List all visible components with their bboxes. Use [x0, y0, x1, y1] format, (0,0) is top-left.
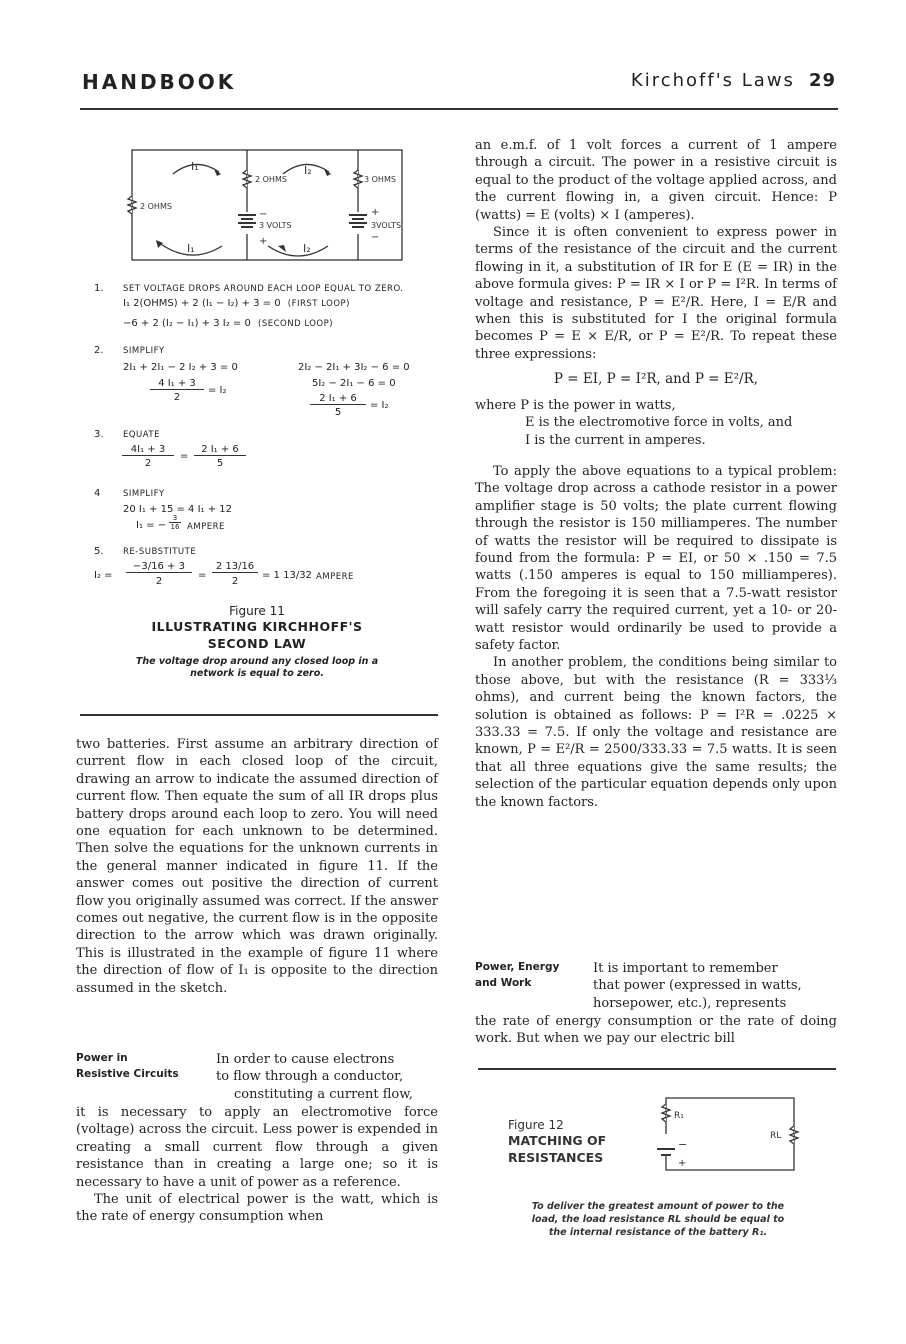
side-heading: and Work — [475, 977, 532, 989]
step-number: 5. — [94, 546, 104, 557]
figure-heading: MATCHING OF — [508, 1133, 607, 1148]
text-line: horsepower, etc.), represents — [593, 995, 787, 1011]
figure-note: To deliver the greatest amount of power to the — [531, 1201, 785, 1212]
equals-sign: = — [198, 570, 207, 581]
text-line: to flow through a conductor, — [216, 1069, 404, 1085]
equation — [123, 318, 333, 329]
battery-plate — [657, 1148, 675, 1150]
resistor-r1 — [662, 1104, 670, 1122]
fraction-denominator: 16 — [170, 523, 180, 531]
equals-sign: = — [180, 451, 189, 462]
label-minus-right: − — [371, 232, 380, 243]
fraction-numerator: −3/16 + 3 — [126, 561, 192, 573]
equation-text: I₂ = — [94, 570, 113, 581]
label-i1-top: I₁ — [191, 160, 199, 173]
equation-text: 5I₂ − 2I₁ − 6 = 0 — [312, 378, 396, 389]
side-heading: Power in — [76, 1052, 128, 1064]
equation-text: = I₂ — [208, 385, 227, 396]
paragraph: In another problem, the conditions being similar to those above, but with the resistance (R = 333⅓ ohms), and current being the known factors, the solution is obtained as follows: P = I²R = .0225 × 333.33 = 7.5. If only the voltage and resistance are known, P = E²/R = 2500/333.33 = 7.5 watts. It is seen that all three equations give the same results; the selection of the particular equation depends only upon the known factors. — [475, 655, 837, 810]
equation-note: (FIRST LOOP) — [287, 299, 350, 309]
battery-right-plate — [349, 214, 367, 216]
paragraph: the rate of energy consumption or the rate of doing work. But when we pay our electric bill — [475, 1014, 837, 1047]
fraction-numerator: 2 13/16 — [212, 561, 258, 573]
figure12-caption — [508, 1118, 628, 1166]
figure-title: Figure 11 — [229, 604, 285, 618]
fraction-denominator: 2 — [144, 458, 152, 469]
label-v-right: 3VOLTS — [371, 221, 402, 230]
fraction-denominator: 2 — [173, 392, 181, 403]
label-r-top-right: 3 OHMS — [364, 175, 396, 184]
figure-heading: RESISTANCES — [508, 1150, 604, 1165]
text-line: that power (expressed in watts, — [593, 978, 802, 994]
label-plus: + — [678, 1158, 687, 1169]
figure-heading: SECOND LAW — [207, 636, 307, 651]
figure-note: The voltage drop around any closed loop in a — [135, 656, 379, 667]
fraction-numerator: 4 I₁ + 3 — [150, 378, 204, 390]
step-label: RE-SUBSTITUTE — [123, 547, 197, 557]
figure11-circuit — [118, 142, 418, 267]
figure12-circuit — [652, 1094, 812, 1184]
label-i1-bottom: I₁ — [187, 242, 195, 255]
label-i2-top: I₂ — [304, 164, 312, 177]
step-label: EQUATE — [123, 430, 160, 440]
right-column-continued — [475, 1013, 837, 1048]
fraction-numerator: 2 I₁ + 6 — [310, 393, 366, 405]
step-number: 2. — [94, 345, 104, 356]
figure-title: Figure 12 — [508, 1118, 564, 1132]
step-number: 3. — [94, 429, 104, 440]
equation-text: = I₂ — [370, 400, 389, 411]
figure-note: the internal resistance of the battery R₁. — [548, 1227, 768, 1238]
fraction-denominator: 2 — [155, 576, 163, 587]
left-column — [76, 736, 438, 997]
label-minus-mid: − — [259, 209, 268, 220]
side-heading: Power, Energy — [475, 961, 560, 973]
step-number: 1. — [94, 283, 104, 294]
step-number: 4 — [94, 488, 101, 499]
text-line: It is important to remember — [593, 961, 778, 976]
label-rl: RL — [770, 1131, 782, 1141]
paragraph: an e.m.f. of 1 volt forces a current of 1 ampere through a circuit. The power in a resistive circuit is equal to the product of the voltage applied across, and the current flowing in, a given circuit. Hence: P (watts) = E (volts) × I (amperes). — [475, 138, 837, 223]
fraction-numerator: 3 — [169, 514, 181, 523]
resistor-rl — [790, 1126, 798, 1144]
where-line: I is the current in amperes. — [525, 432, 706, 448]
equation-text: 20 I₁ + 15 = 4 I₁ + 12 — [123, 504, 233, 515]
label-minus: − — [678, 1138, 688, 1151]
where-line: E is the electromotive force in volts, and — [525, 415, 793, 431]
left-column-continued — [76, 1104, 438, 1226]
figure-note: load, the load resistance RL should be equal to — [531, 1214, 785, 1225]
label-v-mid: 3 VOLTS — [259, 221, 292, 230]
header-rule — [80, 108, 838, 110]
header-handbook: HANDBOOK — [82, 70, 237, 94]
unit-label: AMPERE — [316, 572, 354, 582]
equation-note: (SECOND LOOP) — [258, 319, 334, 329]
label-plus-mid: + — [259, 236, 268, 247]
text-line: constituting a current flow, — [234, 1086, 413, 1102]
step-label: SIMPLIFY — [123, 346, 165, 356]
paragraph: The unit of electrical power is the watt, which is the rate of energy consumption when — [76, 1192, 438, 1225]
unit-label: AMPERE — [187, 522, 225, 532]
result-text: = 1 13/32 — [262, 570, 312, 581]
figure12-rule — [478, 1068, 836, 1070]
side-heading: Resistive Circuits — [76, 1068, 179, 1080]
battery-mid-plate — [238, 214, 256, 216]
formula: P = EI, P = I²R, and P = E²/R, — [553, 371, 759, 388]
label-r-left: 2 OHMS — [140, 202, 172, 211]
equation-text: −6 + 2 (I₂ − I₁) + 3 I₂ = 0 — [123, 318, 251, 329]
text-line: In order to cause electrons — [216, 1052, 395, 1067]
label-r1: R₁ — [674, 1111, 684, 1121]
paragraph: To apply the above equations to a typical problem: The voltage drop across a cathode resistor in a power amplifier stage is 50 volts; the plate current flowing through the resistor is 150 milliamperes. The number of watts the resistor will be required to dissipate is found from the formula: P = EI, or 50 × .150 = 7.5 watts (.150 amperes is equal to 150 milliamperes). From the foregoing it is seen that a 7.5-watt resistor will safely carry the required current, yet a 10- or 20-watt resistor would ordinarily be used to provide a safety factor. — [475, 463, 837, 653]
chapter-title: Kirchoff's Laws — [630, 70, 795, 91]
equation-text: 2I₂ − 2I₁ + 3I₂ − 6 = 0 — [298, 362, 410, 373]
figure-heading: ILLUSTRATING KIRCHHOFF'S — [151, 619, 363, 634]
figure11-rule — [80, 714, 438, 716]
fraction-denominator: 5 — [334, 407, 342, 418]
figure-note: network is equal to zero. — [190, 668, 324, 679]
label-r-top-left: 2 OHMS — [255, 175, 287, 184]
fraction-denominator: 2 — [231, 576, 239, 587]
figure11-caption — [80, 604, 434, 680]
paragraph: two batteries. First assume an arbitrary direction of current flow in each closed loop of the circuit, drawing an arrow to indicate the assumed direction of current flow. Then equate the sum of all IR drops plus battery drops around each loop to zero. You will need one equation for each unknown to be determined. Then solve the equations for the unknown currents in the general manner indicated in figure 11. If the answer comes out positive the direction of current flow you originally assumed was correct. If the answer comes out negative, the current flow is in the opposite direction to the arrow which was drawn originally. This is illustrated in the example of figure 11 where the direction of flow of I₁ is opposite to the direction assumed in the sketch. — [76, 737, 438, 996]
paragraph: it is necessary to apply an electromotive force (voltage) across the circuit. Less power is expended in creating a small current flow through a given resistance than in creating a large one; so it is necessary to have a unit of power as a reference. — [76, 1105, 438, 1190]
equation-text: I₁ 2(OHMS) + 2 (I₁ − I₂) + 3 = 0 — [123, 298, 281, 309]
fraction-numerator: 2 I₁ + 6 — [194, 444, 246, 456]
arrow-i2-bottom — [268, 246, 328, 256]
paragraph: Since it is often convenient to express power in terms of the resistance of the circuit and the current flowing in it, a substitution of IR for E (E = IR) in the above formula gives: P = IR × I or P = I²R. In terms of voltage and resistance, P = E²/R. Here, I = E/R and when this is substituted for I the original formula becomes P = E × E/R, or P = E²/R. To repeat these three expressions: — [475, 225, 837, 362]
page-number: 29 — [808, 70, 836, 91]
label-i2-bottom: I₂ — [303, 242, 311, 255]
header-chapter — [631, 70, 836, 91]
equation-text: I₁ = − — [136, 520, 167, 531]
equation-text: 2I₁ + 2I₁ − 2 I₂ + 3 = 0 — [123, 362, 238, 373]
fraction-denominator: 5 — [216, 458, 224, 469]
equation — [123, 298, 350, 309]
where-line: where P is the power in watts, — [475, 397, 676, 413]
step-label: SIMPLIFY — [123, 489, 165, 499]
fraction-numerator: 4I₁ + 3 — [122, 444, 174, 456]
step-label: SET VOLTAGE DROPS AROUND EACH LOOP EQUAL TO ZERO. — [123, 284, 404, 294]
right-column — [475, 137, 837, 811]
figure12-note — [478, 1200, 838, 1239]
label-plus-right: + — [371, 207, 380, 218]
